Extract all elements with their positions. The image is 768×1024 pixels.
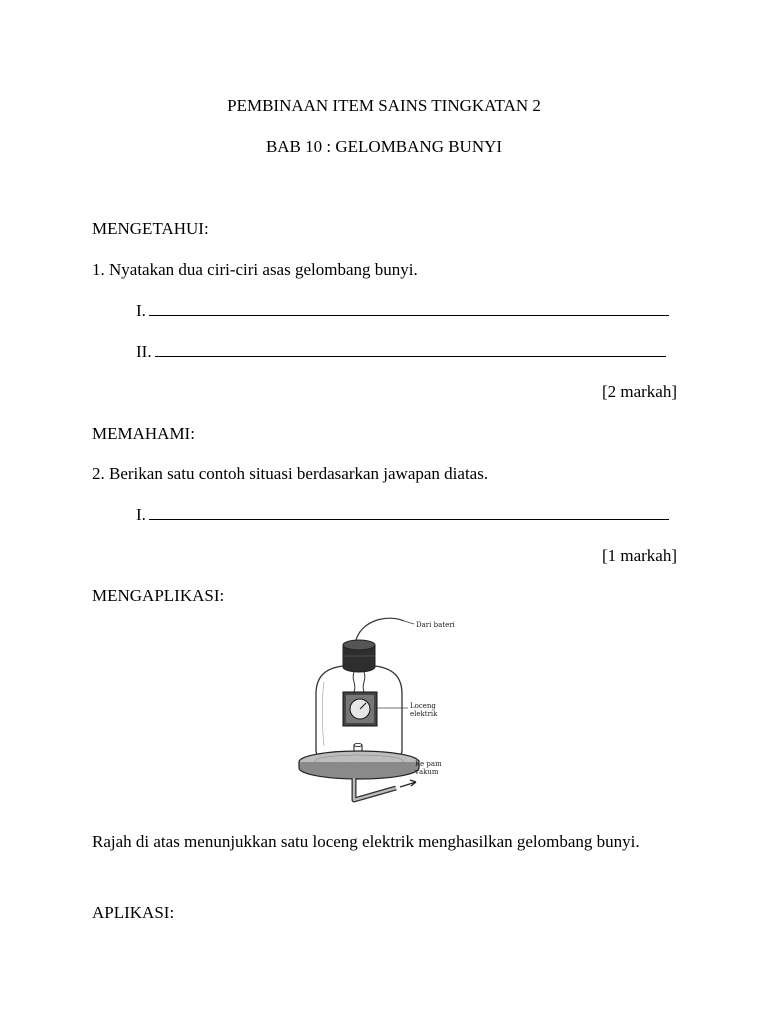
label-battery: Dari bateri [416, 621, 455, 629]
worksheet-title: PEMBINAAN ITEM SAINS TINGKATAN 2 [227, 96, 541, 115]
answer-label: I. [136, 505, 146, 524]
marks-q1: [2 markah] [601, 382, 677, 401]
section-heading-understand: MEMAHAMI: [92, 424, 195, 443]
question-2: 2. Berikan satu contoh situasi berdasarkan jawapan diatas. [92, 464, 489, 483]
section-heading-apply: MENGAPLIKASI: [92, 586, 225, 605]
question-1: 1. Nyatakan dua ciri-ciri asas gelombang bunyi. [92, 260, 418, 279]
bell-jar-diagram [296, 612, 466, 814]
label-pump-2: vakum [415, 768, 439, 776]
figure-description: Rajah di atas menunjukkan satu loceng elektrik menghasilkan gelombang bunyi. [92, 832, 640, 851]
answer-line-1-ii[interactable] [136, 342, 666, 362]
answer-label: II. [136, 342, 152, 361]
answer-blank[interactable] [149, 303, 669, 316]
label-bell-2: elektrik [410, 710, 438, 718]
label-bell-1: Loceng [410, 702, 436, 710]
answer-blank[interactable] [155, 344, 666, 357]
answer-label: I. [136, 301, 146, 320]
answer-blank[interactable] [149, 507, 669, 520]
chapter-title: BAB 10 : GELOMBANG BUNYI [265, 137, 503, 156]
label-pump-1: Ke pam [415, 760, 442, 768]
marks-q2: [1 markah] [601, 546, 677, 565]
answer-line-2-i[interactable] [136, 505, 669, 525]
answer-line-1-i[interactable] [136, 301, 669, 321]
section-heading-know: MENGETAHUI: [92, 219, 209, 238]
section-heading-application: APLIKASI: [92, 903, 175, 922]
